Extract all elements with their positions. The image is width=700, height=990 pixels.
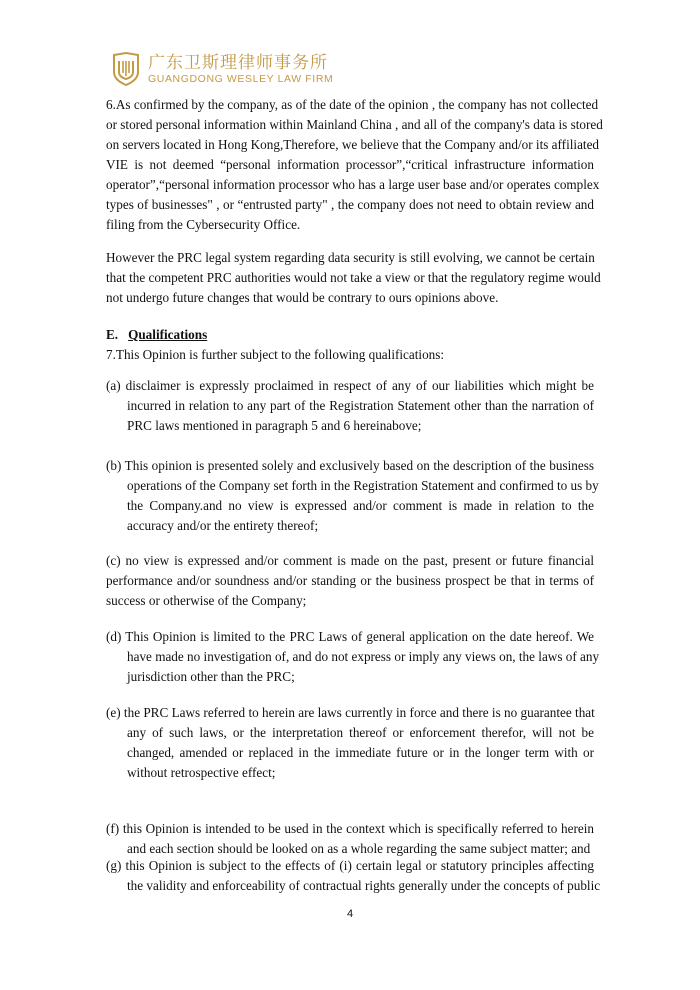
paragraph-however bbox=[106, 248, 601, 308]
text-line: any of such laws, or the interpretation thereof or enforcement therefor, will not be bbox=[127, 725, 594, 740]
text-line: operator”,“personal information processor who has a large user base and/or operates complex bbox=[106, 177, 600, 192]
paragraph-e bbox=[106, 703, 594, 783]
paragraph-a bbox=[106, 376, 594, 436]
text-line: (b) This opinion is presented solely and exclusively based on the description of the business bbox=[106, 458, 594, 473]
text-line: not undergo future changes that would be contrary to ours opinions above. bbox=[106, 290, 499, 305]
paragraph-b bbox=[106, 456, 599, 536]
text-line: operations of the Company set forth in the Registration Statement and confirmed to us by bbox=[127, 478, 599, 493]
text-line: (g) this Opinion is subject to the effects of (i) certain legal or statutory principles affecting bbox=[106, 858, 594, 873]
firm-logo bbox=[112, 52, 333, 86]
text-line: without retrospective effect; bbox=[127, 765, 276, 780]
text-line: jurisdiction other than the PRC; bbox=[127, 669, 295, 684]
text-line: PRC laws mentioned in paragraph 5 and 6 hereinabove; bbox=[127, 418, 422, 433]
page-number: 4 bbox=[346, 908, 354, 920]
text-line: (f) this Opinion is intended to be used in the context which is specifically referred to herein bbox=[106, 821, 594, 836]
text-line: (c) no view is expressed and/or comment is made on the past, present or future financial bbox=[106, 553, 594, 568]
text-line: However the PRC legal system regarding data security is still evolving, we cannot be certain bbox=[106, 250, 595, 265]
text-line: (e) the PRC Laws referred to herein are laws currently in force and there is no guarantee that bbox=[106, 705, 595, 720]
paragraph-c bbox=[106, 551, 594, 611]
text-line: or stored personal information within Mainland China , and all of the company's data is stored bbox=[106, 117, 603, 132]
logo-english-name: GUANGDONG WESLEY LAW FIRM bbox=[148, 73, 334, 85]
text-line: the Company.and no view is expressed and/or comment is made in relation to the bbox=[127, 498, 594, 513]
paragraph-g bbox=[106, 856, 601, 896]
text-line: changed, amended or replaced in the immediate future or in the longer term with or bbox=[127, 745, 594, 760]
text-line: on servers located in Hong Kong,Therefore, we believe that the Company and/or its affiliated bbox=[106, 137, 600, 152]
paragraph-p6 bbox=[106, 95, 603, 235]
paragraph-p7 bbox=[106, 345, 594, 365]
logo-chinese-name: 广东卫斯理律师事务所 bbox=[148, 53, 328, 73]
text-line: incurred in relation to any part of the Registration Statement other than the narration of bbox=[127, 398, 594, 413]
section-heading bbox=[106, 325, 207, 345]
paragraph-d bbox=[106, 627, 600, 687]
text-line: success or otherwise of the Company; bbox=[106, 593, 307, 608]
text-line: (a) disclaimer is expressly proclaimed in respect of any of our liabilities which might be bbox=[106, 378, 594, 393]
text-line: have made no investigation of, and do not express or imply any views on, the laws of any bbox=[127, 649, 600, 664]
text-line: 6.As confirmed by the company, as of the date of the opinion , the company has not collected bbox=[106, 97, 599, 112]
section-letter: E. bbox=[106, 327, 119, 342]
text-line: the validity and enforceability of contractual rights generally under the concepts of public bbox=[127, 878, 601, 893]
section-title: Qualifications bbox=[128, 327, 208, 342]
text-line: (d) This Opinion is limited to the PRC Laws of general application on the date hereof. We bbox=[106, 629, 594, 644]
text-line: VIE is not deemed “personal information processor”,“critical infrastructure information bbox=[106, 157, 594, 172]
shield-logo-icon bbox=[112, 52, 140, 86]
text-line: and each section should be looked on as a whole regarding the same subject matter; and bbox=[127, 841, 591, 856]
text-line: accuracy and/or the entirety thereof; bbox=[127, 518, 319, 533]
text-line: filing from the Cybersecurity Office. bbox=[106, 217, 301, 232]
paragraph-f bbox=[106, 819, 594, 859]
text-line: 7.This Opinion is further subject to the following qualifications: bbox=[106, 347, 445, 362]
text-line: types of businesses" , or “entrusted party" , the company does not need to obtain review and bbox=[106, 197, 594, 212]
text-line: that the competent PRC authorities would not take a view or that the regulatory regime would bbox=[106, 270, 601, 285]
text-line: performance and/or soundness and/or standing or the business prospect be that in terms of bbox=[106, 573, 594, 588]
